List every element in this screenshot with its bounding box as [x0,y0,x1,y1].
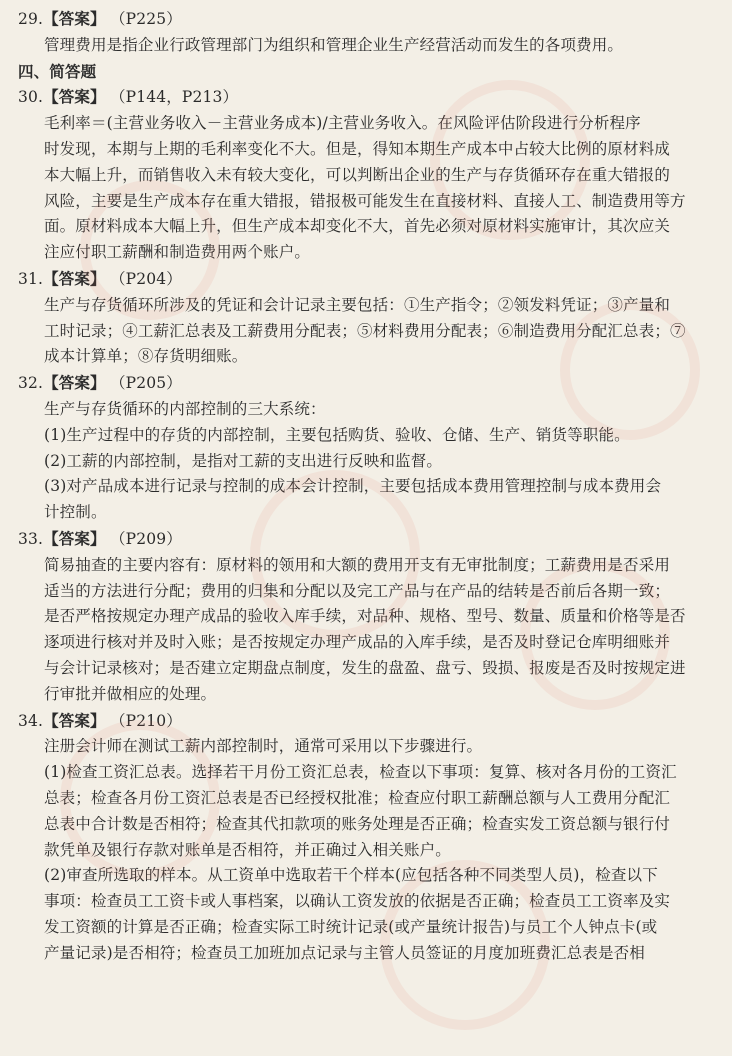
answer-text-line: 产量记录)是否相符；检查员工加班加点记录与主管人员签证的月度加班费汇总表是否相 [44,943,645,962]
answer-text-line: (2)审查所选取的样本。从工资单中选取若干个样本(应包括各种不同类型人员)，检查以下 [44,866,658,885]
question-number: 32. [18,374,44,393]
answer-label: 【答案】 [43,268,106,288]
answer-text-line: 总表中合计数是否相符；检查其代扣款项的账务处理是否正确；检查实发工资总额与银行付 [44,814,671,833]
answer-text-line: 生产与存货循环的内部控制的三大系统： [44,399,326,418]
page-reference: （P209） [117,529,182,548]
answer-text-line: 总表；检查各月份工资汇总表是否已经授权批准；检查应付职工薪酬总额与人工费用分配汇 [44,788,671,807]
answer-text-line: 与会计记录核对；是否建立定期盘点制度，发生的盘盈、盘亏、毁损、报废是否及时按规定进 [44,658,686,677]
page-reference: （P205） [117,374,182,393]
answer-text-line: 注册会计师在测试工薪内部控制时，通常可采用以下步骤进行。 [44,737,483,756]
answer-text-line: 计控制。 [44,503,107,522]
answer-text-line: 工时记录；④工薪汇总表及工薪费用分配表；⑤材料费用分配表；⑥制造费用分配汇总表；⑦ [44,321,686,340]
answer-label: 【答案】 [43,9,106,28]
answer-text-line: 面。原材料成本大幅上升，但生产成本却变化不大，首先必须对原材料实施审计，其次应关 [44,217,671,236]
answer-text-line: 行审批并做相应的处理。 [44,684,217,703]
question-heading [18,370,720,397]
answer-text-line: (3)对产品成本进行记录与控制的成本会计控制，主要包括成本费用管理控制与成本费用会 [44,477,662,496]
answer-text-line: 生产与存货循环所涉及的凭证和会计记录主要包括：①生产指令；②领发料凭证；③产量和 [44,295,671,314]
page-reference: （P225） [117,10,182,28]
question-heading [18,6,720,33]
answer-text-line: 本大幅上升，而销售收入未有较大变化，可以判断出企业的生产与存货循环存在重大错报的 [44,165,671,184]
answer-text-line: 管理费用是指企业行政管理部门为组织和管理企业生产经营活动而发生的各项费用。 [44,35,624,54]
answer-text-line: 简易抽查的主要内容有：原材料的领用和大额的费用开支有无审批制度；工薪费用是否采用 [44,555,671,574]
answer-text-line: 时发现，本期与上期的毛利率变化不大。但是，得知本期生产成本中占较大比例的原材料成 [44,139,671,158]
section-heading: 四、简答题 [18,61,97,81]
question-number: 31. [18,269,44,288]
page-reference: （P204） [117,269,182,288]
question-number: 34. [18,711,44,730]
answer-text-line: 成本计算单；⑧存货明细账。 [44,347,248,366]
answer-text-line: 适当的方法进行分配；费用的归集和分配以及完工产品与在产品的结转是否前后各期一致； [44,581,671,600]
page-reference: （P144，P213） [117,88,239,107]
question-number: 30. [18,88,44,107]
answer-text-line: 款凭单及银行存款对账单是否相符，并正确过入相关账户。 [44,840,451,859]
answer-label: 【答案】 [43,87,106,107]
answer-text-line: 逐项进行核对并及时入账；是否按规定办理产成品的入库手续，是否及时登记仓库明细账并 [44,633,671,652]
answer-text-line: 发工资额的计算是否正确；检查实际工时统计记录(或产量统计报告)与员工个人钟点卡(或 [44,917,658,936]
answer-text-line: 是否严格按规定办理产成品的验收入库手续，对品种、规格、型号、数量、质量和价格等是否 [44,607,686,626]
question-heading [18,266,720,293]
answer-text-line: (1)生产过程中的存货的内部控制，主要包括购货、验收、仓储、生产、销货等职能。 [44,425,630,444]
answer-label: 【答案】 [43,528,106,548]
answer-text-line: 注应付职工薪酬和制造费用两个账户。 [44,243,311,262]
question-heading [18,84,720,111]
answer-label: 【答案】 [43,710,106,730]
answer-text-line: 风险，主要是生产成本存在重大错报，错报极可能发生在直接材料、直接人工、制造费用等方 [44,191,686,210]
question-heading [18,708,720,735]
answer-text-line: 毛利率＝(主营业务收入－主营业务成本)/主营业务收入。在风险评估阶段进行分析程序 [44,114,641,133]
question-number: 29. [18,10,44,28]
question-heading [18,526,720,553]
answer-text-line: (1)检查工资汇总表。选择若干月份工资汇总表，检查以下事项：复算、核对各月份的工资汇 [44,763,677,782]
page-reference: （P210） [117,711,182,730]
question-number: 33. [18,529,44,548]
answer-label: 【答案】 [43,373,106,393]
answer-text-line: 事项：检查员工工资卡或人事档案，以确认工资发放的依据是否正确；检查员工工资率及实 [44,892,671,911]
answer-text-line: (2)工薪的内部控制，是指对工薪的支出进行反映和监督。 [44,451,443,470]
